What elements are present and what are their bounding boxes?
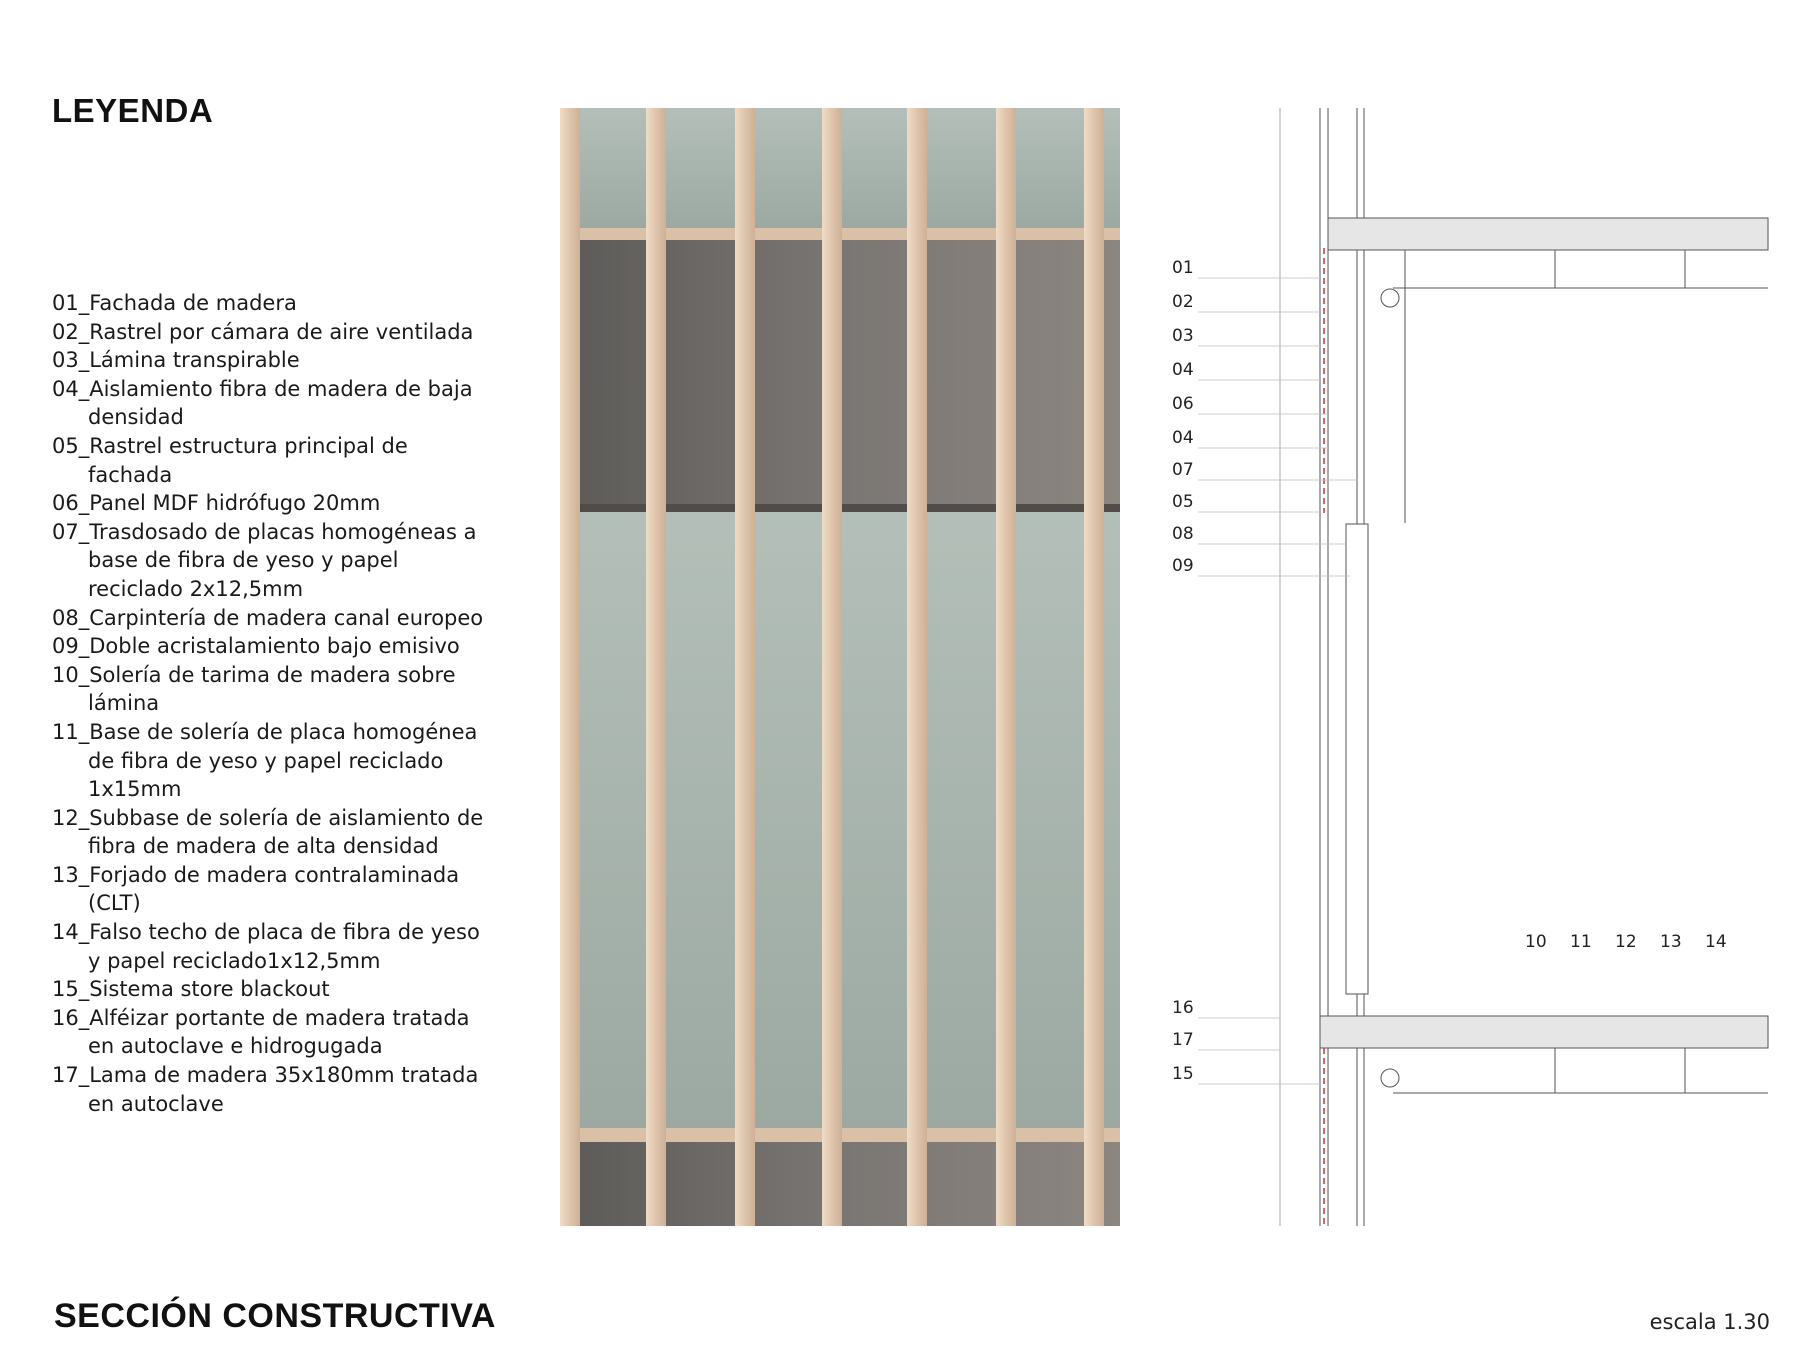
wood-slat	[560, 108, 580, 1226]
legend-item-02: 02_Rastrel por cámara de aire ventilada	[52, 319, 474, 344]
legend-item-08: 08_Carpintería de madera canal europeo	[52, 605, 484, 630]
callout-14: 14	[1705, 932, 1727, 952]
wood-slat	[996, 108, 1016, 1226]
callout-08: 08	[1172, 524, 1194, 544]
legend-item-05: 05_Rastrel estructura principal de fachada	[52, 433, 408, 487]
wood-slat	[822, 108, 842, 1226]
scale-label: escala 1.30	[1649, 1310, 1770, 1334]
callout-12: 12	[1615, 932, 1637, 952]
callout-10: 10	[1525, 932, 1547, 952]
legend-item-04: 04_Aislamiento fibra de madera de baja densidad	[52, 376, 473, 430]
legend-item-12: 12_Subbase de solería de aislamiento de fibra de madera de alta densidad	[52, 805, 484, 859]
callout-05: 05	[1172, 492, 1194, 512]
legend-item-01: 01_Fachada de madera	[52, 291, 297, 315]
callout-04: 04	[1172, 360, 1194, 380]
legend-item-16: 16_Alféizar portante de madera tratada en autoclave e hidrogugada	[52, 1005, 470, 1059]
legend-item-17: 17_Lama de madera 35x180mm tratada en autoclave	[52, 1063, 479, 1116]
wood-slat	[646, 108, 666, 1226]
callout-13: 13	[1660, 932, 1682, 952]
legend-item-13: 13_Forjado de madera contralaminada (CLT)	[52, 862, 460, 916]
callout-16: 16	[1172, 998, 1194, 1018]
callout-04-b: 04	[1172, 428, 1194, 448]
legend-item-11: 11_Base de solería de placa homogénea de fibra de yeso y papel reciclado 1x15mm	[52, 719, 478, 802]
callout-11: 11	[1570, 932, 1592, 952]
legend-title: LEYENDA	[52, 92, 214, 129]
legend-item-15: 15_Sistema store blackout	[52, 977, 330, 1002]
callout-01: 01	[1172, 258, 1194, 278]
callout-07: 07	[1172, 460, 1194, 480]
callout-15: 15	[1172, 1064, 1194, 1084]
wood-slat	[735, 108, 755, 1226]
section-title: SECCIÓN CONSTRUCTIVA	[54, 1297, 496, 1335]
wood-slat	[907, 108, 927, 1226]
facade-elevation-render	[560, 108, 1120, 1226]
legend-item-14: 14_Falso techo de placa de fibra de yeso y papel reciclado1x12,5mm	[52, 920, 480, 973]
callout-02: 02	[1172, 292, 1194, 312]
legend-item-06: 06_Panel MDF hidrófugo 20mm	[52, 491, 381, 516]
legend-item-09: 09_Doble acristalamiento bajo emisivo	[52, 634, 460, 659]
legend-item-10: 10_Solería de tarima de madera sobre lámina	[52, 662, 456, 716]
callout-09: 09	[1172, 556, 1194, 576]
wood-slat	[1084, 108, 1104, 1226]
legend-item-03: 03_Lámina transpirable	[52, 348, 300, 373]
constructive-section-drawing	[1150, 108, 1800, 1226]
callout-17: 17	[1172, 1030, 1194, 1050]
legend-list	[52, 289, 492, 1118]
callout-03: 03	[1172, 326, 1194, 346]
callout-06: 06	[1172, 394, 1194, 414]
legend-item-07: 07_Trasdosado de placas homogéneas a base de fibra de yeso y papel reciclado 2x12,5mm	[52, 519, 477, 601]
